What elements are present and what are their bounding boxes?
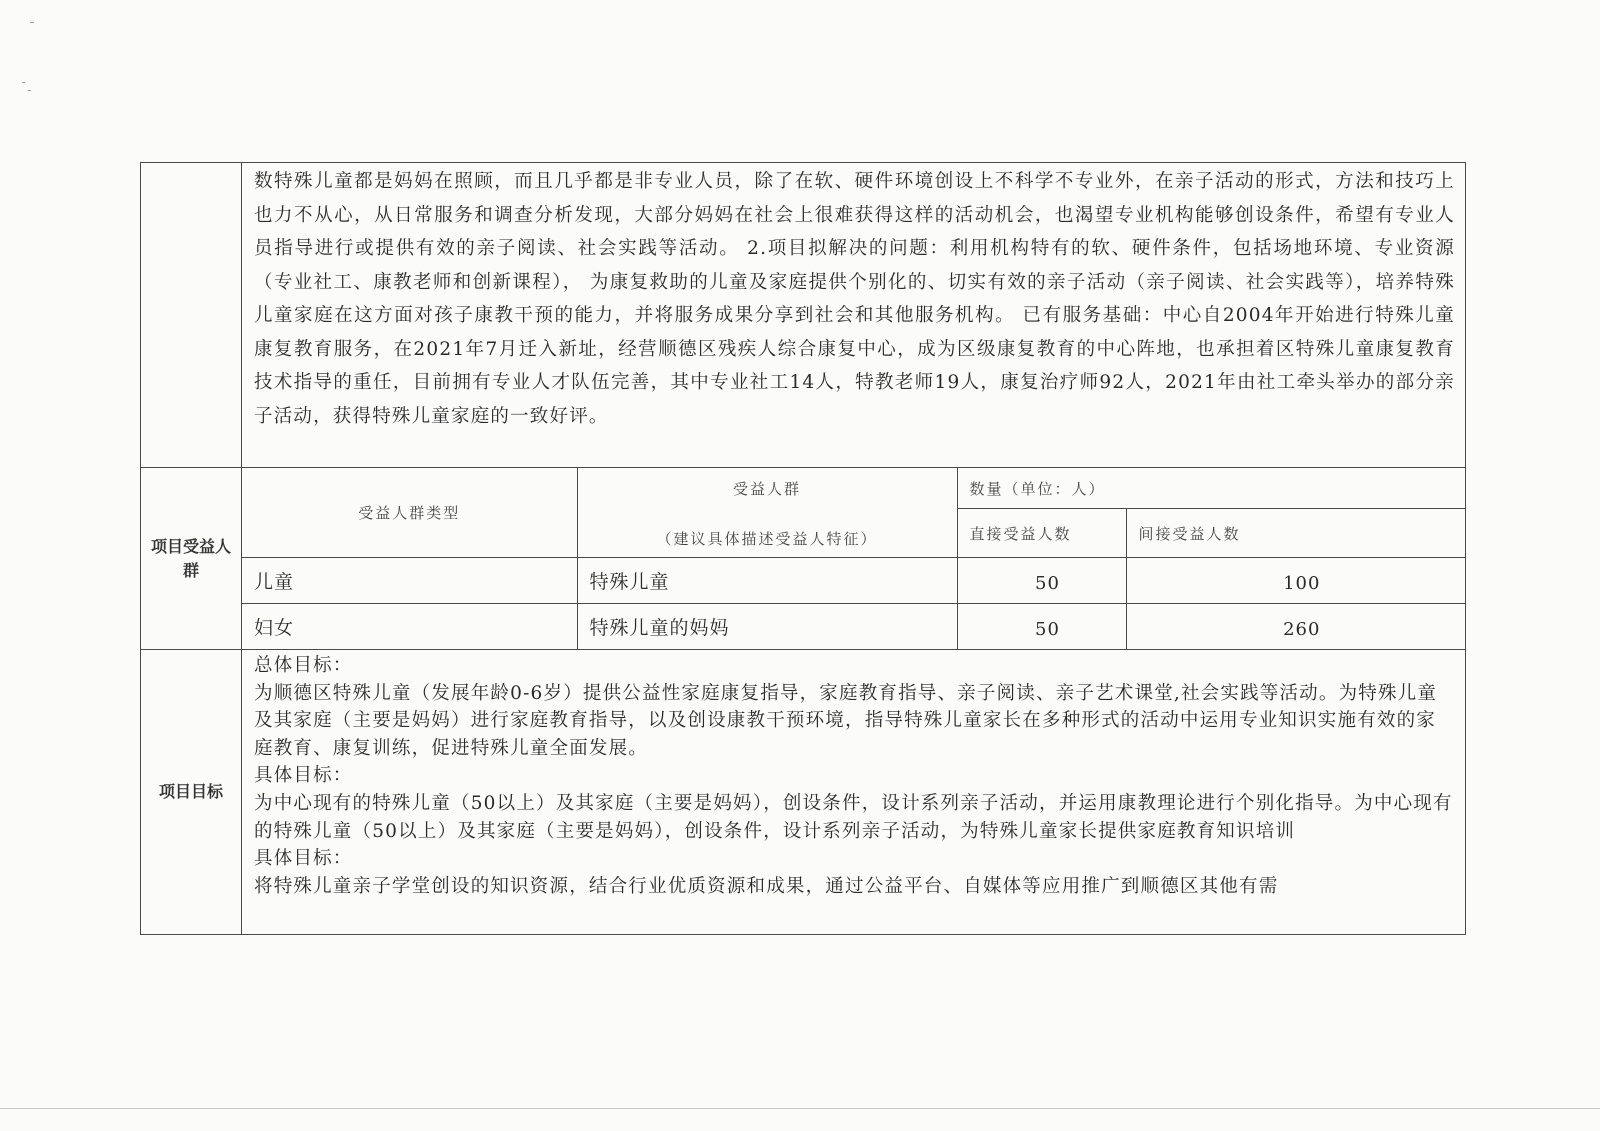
goals-label: 项目目标 [141,650,242,935]
beneficiaries-row [141,468,1466,650]
scan-speck [30,22,34,23]
table-row [242,604,1465,650]
project-form-table [140,162,1466,935]
specific-goal-title: 具体目标： [254,848,353,870]
beneficiaries-label: 项目受益人群 [141,468,242,650]
scan-speck [28,90,31,91]
row-indirect: 100 [1126,558,1465,604]
row-group: 特殊儿童 [577,558,957,604]
goals-cell [242,650,1466,935]
header-quantity: 数量（单位：人） [957,468,1465,509]
scan-artifact-line [0,1108,1600,1109]
row-type: 儿童 [242,558,577,604]
row-direct: 50 [957,558,1126,604]
header-group-title: 受益人群 [732,480,801,498]
specific-goal-text: 将特殊儿童亲子学堂创设的知识资源，结合行业优质资源和成果，通过公益平台、自媒体等应用推广到顺德区其他有需 [254,875,1279,897]
scan-speck [22,82,25,83]
header-group [577,468,957,558]
header-type: 受益人群类型 [242,468,577,558]
overall-goal-text: 为顺德区特殊儿童（发展年龄0-6岁）提供公益性家庭康复指导，家庭教育指导、亲子阅读、亲子艺术课堂,社会实践等活动。为特殊儿童及其家庭（主要是妈妈）进行家庭教育指导，以及创设康教干预环境，指导特殊儿童家长在多种形式的活动中运用专业知识实施有效的家庭教育、康复训练，促进特殊儿童全面发展。 [254,682,1438,759]
beneficiaries-header-row [242,468,1465,509]
specific-goal-text: 为中心现有的特殊儿童（50以上）及其家庭（主要是妈妈），创设条件，设计系列亲子活动，并运用康教理论进行个别化指导。为中心现有的特殊儿童（50以上）及其家庭（主要是妈妈），创设条件，设计系列亲子活动，为特殊儿童家长提供家庭教育知识培训 [254,792,1453,842]
beneficiaries-table [242,468,1465,649]
background-paragraph: 数特殊儿童都是妈妈在照顾，而且几乎都是非专业人员，除了在软、硬件环境创设上不科学不专业外，在亲子活动的形式，方法和技巧上也力不从心，从日常服务和调查分析发现，大部分妈妈在社会上很难获得这样的活动机会，也渴望专业机构能够创设条件，希望有专业人员指导进行或提供有效的亲子阅读、社会实践等活动。 2.项目拟解决的问题：利用机构特有的软、硬件条件，包括场地环境、专业资源（专业社工、康教老师和创新课程）， 为康复救助的儿童及家庭提供个别化的、切实有效的亲子活动（亲子阅读、社会实践等），培养特殊儿童家庭在这方面对孩子康教干预的能力，并将服务成果分享到社会和其他服务机构。 已有服务基础：中心自2004年开始进行特殊儿童康复教育服务，在2021年7月迁入新址，经营顺德区残疾人综合康复中心，成为区级康复教育的中心阵地，也承担着区特殊儿童康复教育技术指导的重任，目前拥有专业人才队伍完善，其中专业社工14人，特教老师19人，康复治疗师92人，2021年由社工牵头举办的部分亲子活动，获得特殊儿童家庭的一致好评。 [254,171,1455,427]
row-direct: 50 [957,604,1126,650]
beneficiaries-cell [242,468,1466,650]
goals-row [141,650,1466,935]
background-cell [242,163,1466,468]
overall-goal-title: 总体目标： [254,655,353,676]
goals-content [242,650,1465,934]
table-row [242,558,1465,604]
header-indirect: 间接受益人数 [1126,509,1465,558]
specific-goal-title: 具体目标： [254,765,353,787]
header-direct: 直接受益人数 [957,509,1126,558]
row-type: 妇女 [242,604,577,650]
background-label-cell [141,163,242,468]
header-group-note: （建议具体描述受益人特征） [656,530,878,548]
row-indirect: 260 [1126,604,1465,650]
background-row [141,163,1466,468]
row-group: 特殊儿童的妈妈 [577,604,957,650]
